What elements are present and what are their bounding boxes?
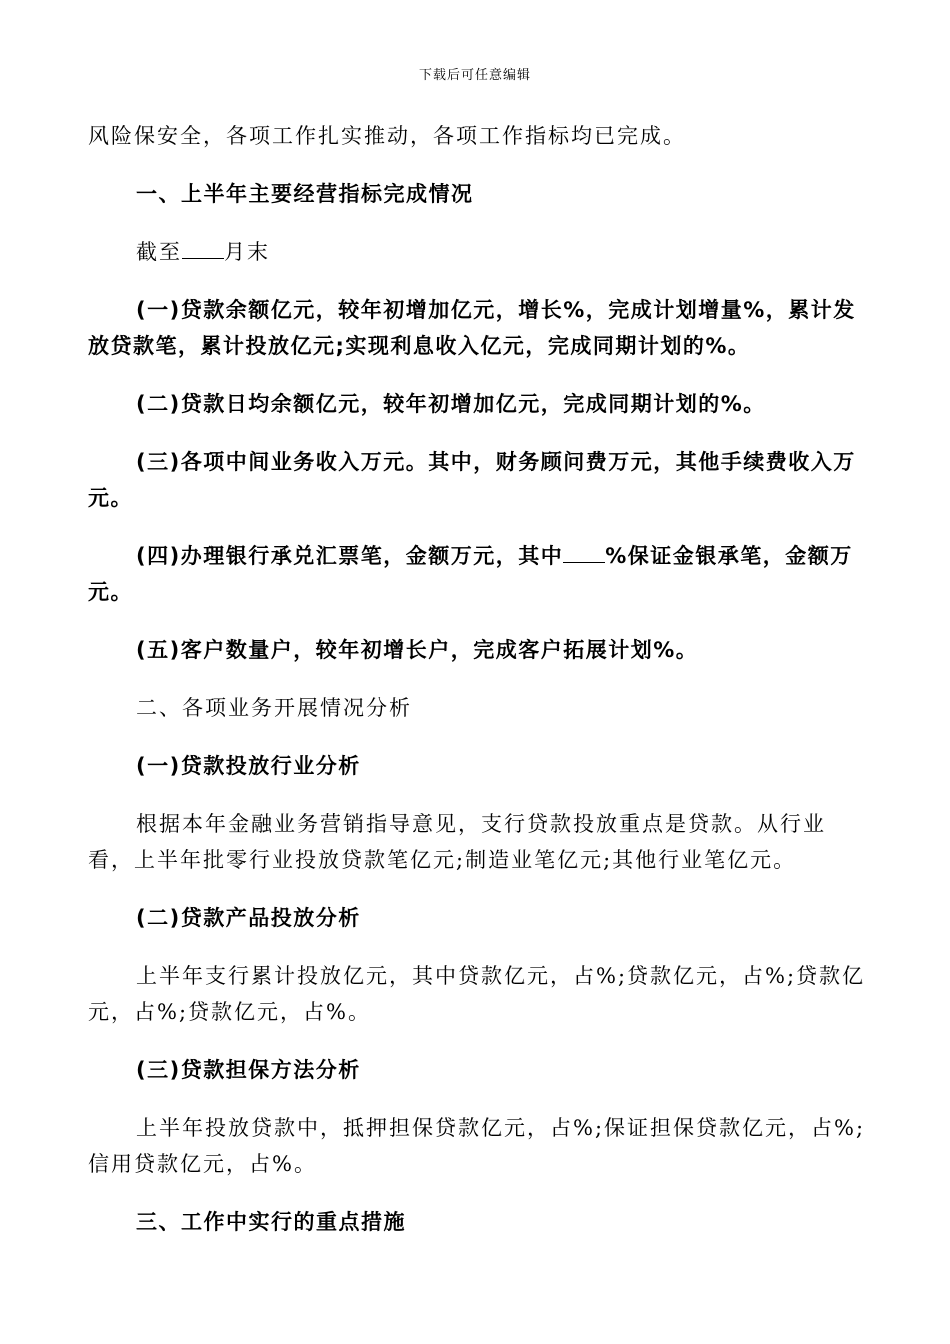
as-of-prefix: 截至 [136,240,182,264]
item-1-paragraph: (一)贷款余额亿元，较年初增加亿元，增长%，完成计划增量%，累计发放贷款笔，累计投放亿元;实现利息收入亿元，完成同期计划的%。 [88,298,856,358]
subsection-2-heading: (二)贷款产品投放分析 [136,906,361,930]
subsection-3-heading: (三)贷款担保方法分析 [136,1058,361,1082]
item-5-paragraph: (五)客户数量户，较年初增长户，完成客户拓展计划%。 [136,638,699,662]
intro-tail-paragraph: 风险保安全，各项工作扎实推动，各项工作指标均已完成。 [88,124,686,148]
section3-heading: 三、工作中实行的重点措施 [136,1210,406,1234]
blank-underline [182,240,224,259]
subsection-1-heading: (一)贷款投放行业分析 [136,754,361,778]
item-3-paragraph: (三)各项中间业务收入万元。其中，财务顾问费万元，其他手续费收入万元。 [88,450,856,510]
subsection-3-text: 上半年投放贷款中，抵押担保贷款亿元，占%;保证担保贷款亿元，占%;信用贷款亿元，占%。 [88,1116,866,1176]
section2-heading: 二、各项业务开展情况分析 [136,696,412,720]
page-header-note: 下载后可任意编辑 [418,68,531,83]
item-4-suffix: %保证金银承笔，金额万元。 [88,544,853,604]
item-4-prefix: (四)办理银行承兑汇票笔，金额万元，其中 [136,544,564,568]
subsection-2-text: 上半年支行累计投放亿元，其中贷款亿元，占%;贷款亿元，占%;贷款亿元，占%;贷款亿元，占%。 [88,964,866,1024]
blank-underline [563,544,605,563]
as-of-suffix: 月末 [224,240,270,264]
document-body [88,118,868,1240]
item-2-paragraph: (二)贷款日均余额亿元，较年初增加亿元，完成同期计划的%。 [136,392,766,416]
as-of-line [88,234,868,270]
section1-heading: 一、上半年主要经营指标完成情况 [136,182,474,206]
subsection-1-text: 根据本年金融业务营销指导意见，支行贷款投放重点是贷款。从行业看，上半年批零行业投放贷款笔亿元;制造业笔亿元;其他行业笔亿元。 [88,812,826,872]
item-4-paragraph [88,538,868,610]
